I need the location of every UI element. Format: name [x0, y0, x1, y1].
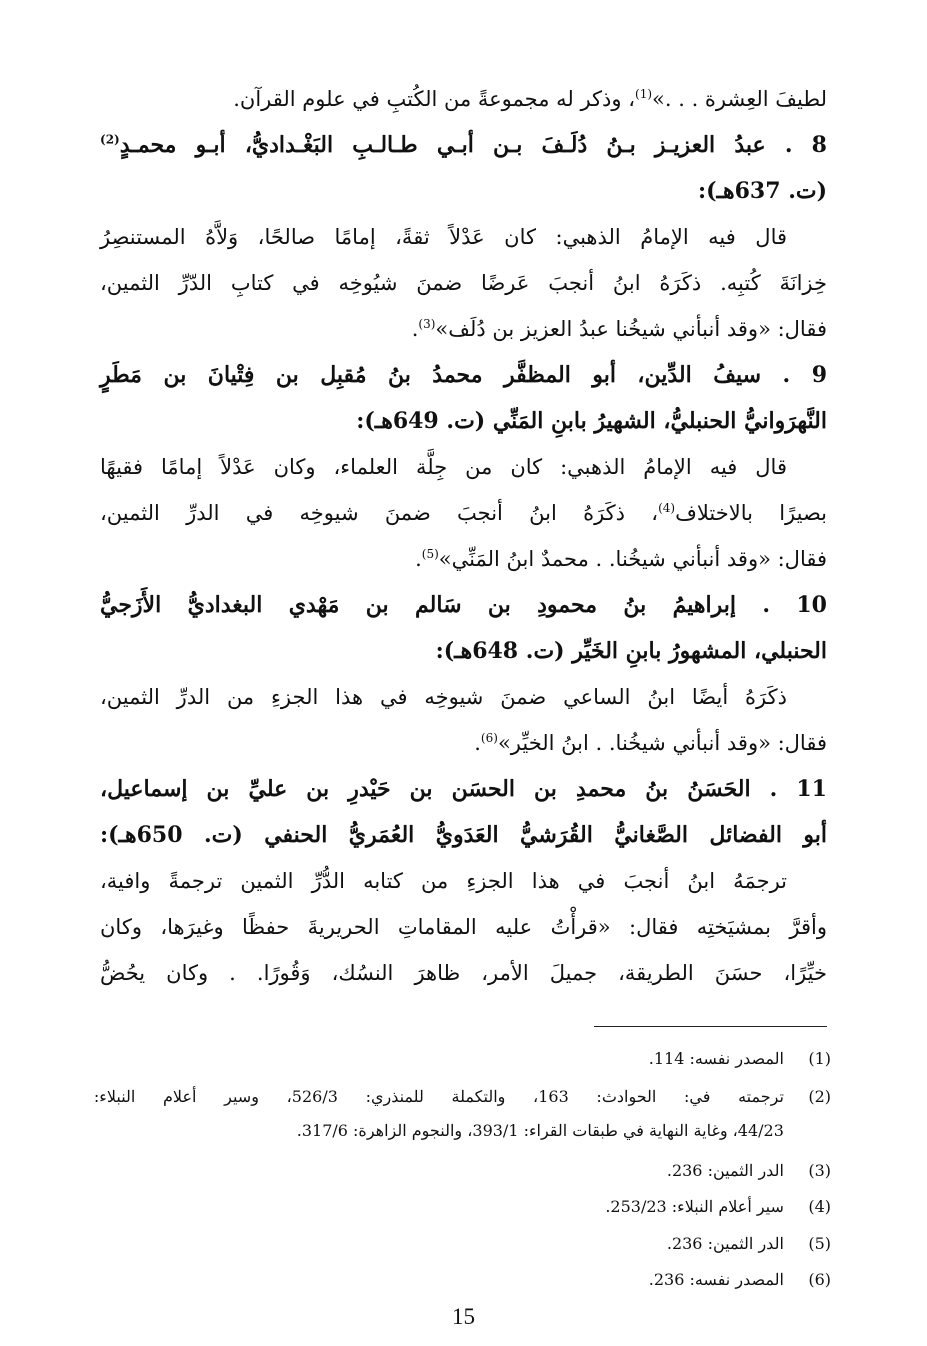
text-line: خِزانَةَ كُتبِه. ذكَرَهُ ابنُ أنجبَ عَرضًا ضمنَ شيُوخِه في كتابِ الدّرِّ الثمين، [100, 271, 828, 295]
text-line: فقال: «وقد أنبأني شيخُنا. . محمدٌ ابنُ المَنِّي»$^{(5)}$. [415, 547, 827, 571]
footnote-3: (3) الدر الثمين: 236. [666, 1161, 831, 1180]
text-line: بصيرًا بالاختلاف$^{(4)}$، ذكَرَهُ ابنُ أنجبَ ضمنَ شيوخِه في الدرِّ الثمين، [100, 501, 828, 525]
footnote-6: (6) المصدر نفسه: 236. [648, 1270, 831, 1289]
footnote-5: (5) الدر الثمين: 236. [666, 1234, 831, 1253]
text-line: خيِّرًا، حسَنَ الطريقة، جميلَ الأمر، ظاهرَ النسُك، وَقُورًا. . وكان يحُضُّ [100, 961, 827, 985]
entry-11-heading-cont: أبو الفضائل الصَّغانيُّ القُرَشيُّ العَدَويُّ العُمَريُّ الحنفي (ت. 650هـ): [100, 822, 827, 848]
footnote-ref[interactable]: (3) [418, 317, 436, 331]
footnote-ref[interactable]: (5) [421, 547, 439, 561]
text-line: لطيفَ العِشرة . . .»$^{(1)}$، وذكر له مجموعةً من الكُتبِ في علوم القرآن. [233, 87, 827, 111]
entry-8-heading: 8 . عبدُ العزيـز بـنُ دُلَـفَ بـن أبـي طـالـبِ البَغْـداديُّ، أبـو محمـدٍ$^{(2)}$ [100, 132, 827, 158]
text-line: ذكَرَهُ أيضًا ابنُ الساعي ضمنَ شيوخِه في هذا الجزءِ من الدرِّ الثمين، [100, 685, 787, 709]
footnote-ref[interactable]: (2) [100, 132, 120, 147]
footnote-separator [594, 1026, 827, 1027]
text-line: قال فيه الإمامُ الذهبي: كان عَدْلاً ثقةً، إمامًا صالحًا، وَلاَّهُ المستنصِرُ [100, 225, 787, 249]
text-line: ترجمَهُ ابنُ أنجبَ في هذا الجزءِ من كتابه الدُّرِّ الثمين ترجمةً وافية، [100, 869, 787, 893]
text-line: وأقرَّ بمشيَختِه فقال: «قرأْتُ عليه المقاماتِ الحريريةَ حفظًا وغيرَها، وكان [100, 915, 827, 939]
footnote-2: (2) ترجمته في: الحوادث: 163، والتكملة للمنذري: 526/3، وسير أعلام النبلاء: 44/23، وغاية النهاية في طبقات القراء: 393/1، والنجوم الزاهرة: 317/6. [93, 1087, 831, 1140]
main-text [100, 76, 827, 996]
footnote-ref[interactable]: (4) [658, 501, 676, 515]
entry-9-heading-cont: النَّهرَوانيُّ الحنبليُّ، الشهيرُ بابنِ المَنِّي (ت. 649هـ): [356, 408, 827, 434]
entry-11-heading: 11 . الحَسَنُ بنُ محمدِ بن الحسَن بن حَيْدرِ بن عليِّ بن إسماعيل، [100, 776, 827, 802]
entry-8-date: (ت. 637هـ): [698, 178, 827, 204]
text-line: قال فيه الإمامُ الذهبي: كان من جِلَّة العلماء، وكان عَدْلاً إمامًا فقيهًا [100, 455, 787, 479]
text-line: فقال: «وقد أنبأني شيخُنا عبدُ العزيز بن دُلَف»$^{(3)}$. [411, 317, 827, 341]
entry-10-heading: 10 . إبراهيمُ بنُ محمودِ بن سَالم بن مَهْدي البغداديُّ الأَزَجيُّ [100, 592, 827, 618]
footnote-ref[interactable]: (6) [480, 731, 498, 745]
entry-9-heading: 9 . سيفُ الدِّين، أبو المظفَّر محمدُ بنُ مُقبِل بن فِتْيانَ بن مَطَرٍ [100, 362, 827, 388]
text-line: فقال: «وقد أنبأني شيخُنا. . ابنُ الخيِّر»$^{(6)}$. [474, 731, 827, 755]
footnote-ref[interactable]: (1) [635, 87, 653, 101]
page-number: 15 [452, 1304, 475, 1329]
entry-10-heading-cont: الحنبلي، المشهورُ بابنِ الخَيِّر (ت. 648هـ): [435, 638, 827, 664]
footnote-4: (4) سير أعلام النبلاء: 253/23. [605, 1197, 831, 1216]
footnote-1: (1) المصدر نفسه: 114. [648, 1049, 831, 1068]
